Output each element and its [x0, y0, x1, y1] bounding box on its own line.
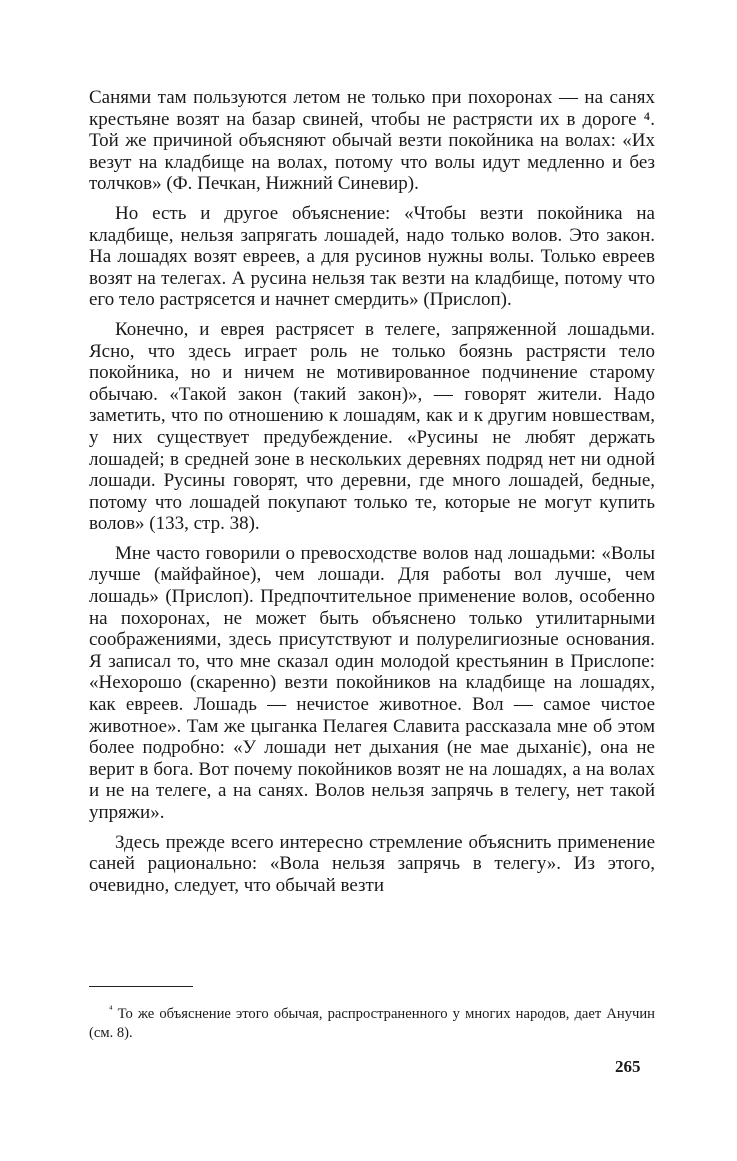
main-text — [89, 87, 655, 896]
footnote-separator — [89, 986, 193, 987]
paragraph-3: Конечно, и еврея растрясет в телеге, запряженной лошадьми. Ясно, что здесь играет роль не только боязнь растрясти тело покойника, но и ничем не мотивированное подчинение старому обычаю. «Такой закон (такий закон)», — говорят жители. Надо заметить, что по отношению к лошадям, как и к другим новшествам, у них существует предубеждение. «Русины не любят держать лошадей; в средней зоне в нескольких деревнях подряд нет ни одной лошади. Русины говорят, что деревни, где много лошадей, бедные, потому что лошадей покупают только те, которые не могут купить волов» (133, стр. 38). — [89, 318, 655, 535]
footnote-text: То же объяснение этого обычая, распространенного у многих народов, дает Анучин (см. 8). — [89, 1005, 655, 1041]
paragraph-5: Здесь прежде всего интересно стремление объяснить применение саней рационально: «Вола нельзя запрячь в телегу». Из этого, очевидно, следует, что обычай везти — [89, 831, 655, 896]
footnote-marker: ⁴ — [109, 1004, 113, 1015]
paragraph-2: Но есть и другое объяснение: «Чтобы везти покойника на кладбище, нельзя запрягать лошадей, надо только волов. Это закон. На лошадях возят евреев, а для русинов нужны волы. Только евреев возят на телегах. А русина нельзя так везти на кладбище, потому что его тело растрясется и начнет смердить» (Прислоп). — [89, 202, 655, 311]
footnote — [89, 1000, 655, 1043]
paragraph-4: Мне часто говорили о превосходстве волов над лошадьми: «Волы лучше (майфайное), чем лошади. Для работы вол лучше, чем лошадь» (Прислоп). Предпочтительное применение волов, особенно на похоронах, не может быть объяснено только утилитарными соображениями, здесь присутствуют и полурелигиозные основания. Я записал то, что мне сказал один молодой крестьянин в Прислопе: «Нехорошо (скаренно) везти покойников на кладбище на лошадях, как евреев. Лошадь — нечистое животное. Вол — самое чистое животное». Там же цыганка Пелагея Славита рассказала мне об этом более подробно: «У лошади нет дыхания (не мае дыханiє), она не верит в бога. Вот почему покойников возят не на лошадях, а на волах и не на телеге, а на санях. Волов нельзя запрячь в телегу, нет такой упряжи». — [89, 542, 655, 823]
paragraph-1: Санями там пользуются летом не только при похоронах — на санях крестьяне возят на базар свиней, чтобы не растрясти их в дороге ⁴. Той же причиной объясняют обычай везти покойника на волах: «Их везут на кладбище на волах, потому что волы идут медленно и без толчков» (Ф. Печкан, Нижний Синевир). — [89, 87, 655, 195]
page-number: 265 — [615, 1057, 641, 1076]
